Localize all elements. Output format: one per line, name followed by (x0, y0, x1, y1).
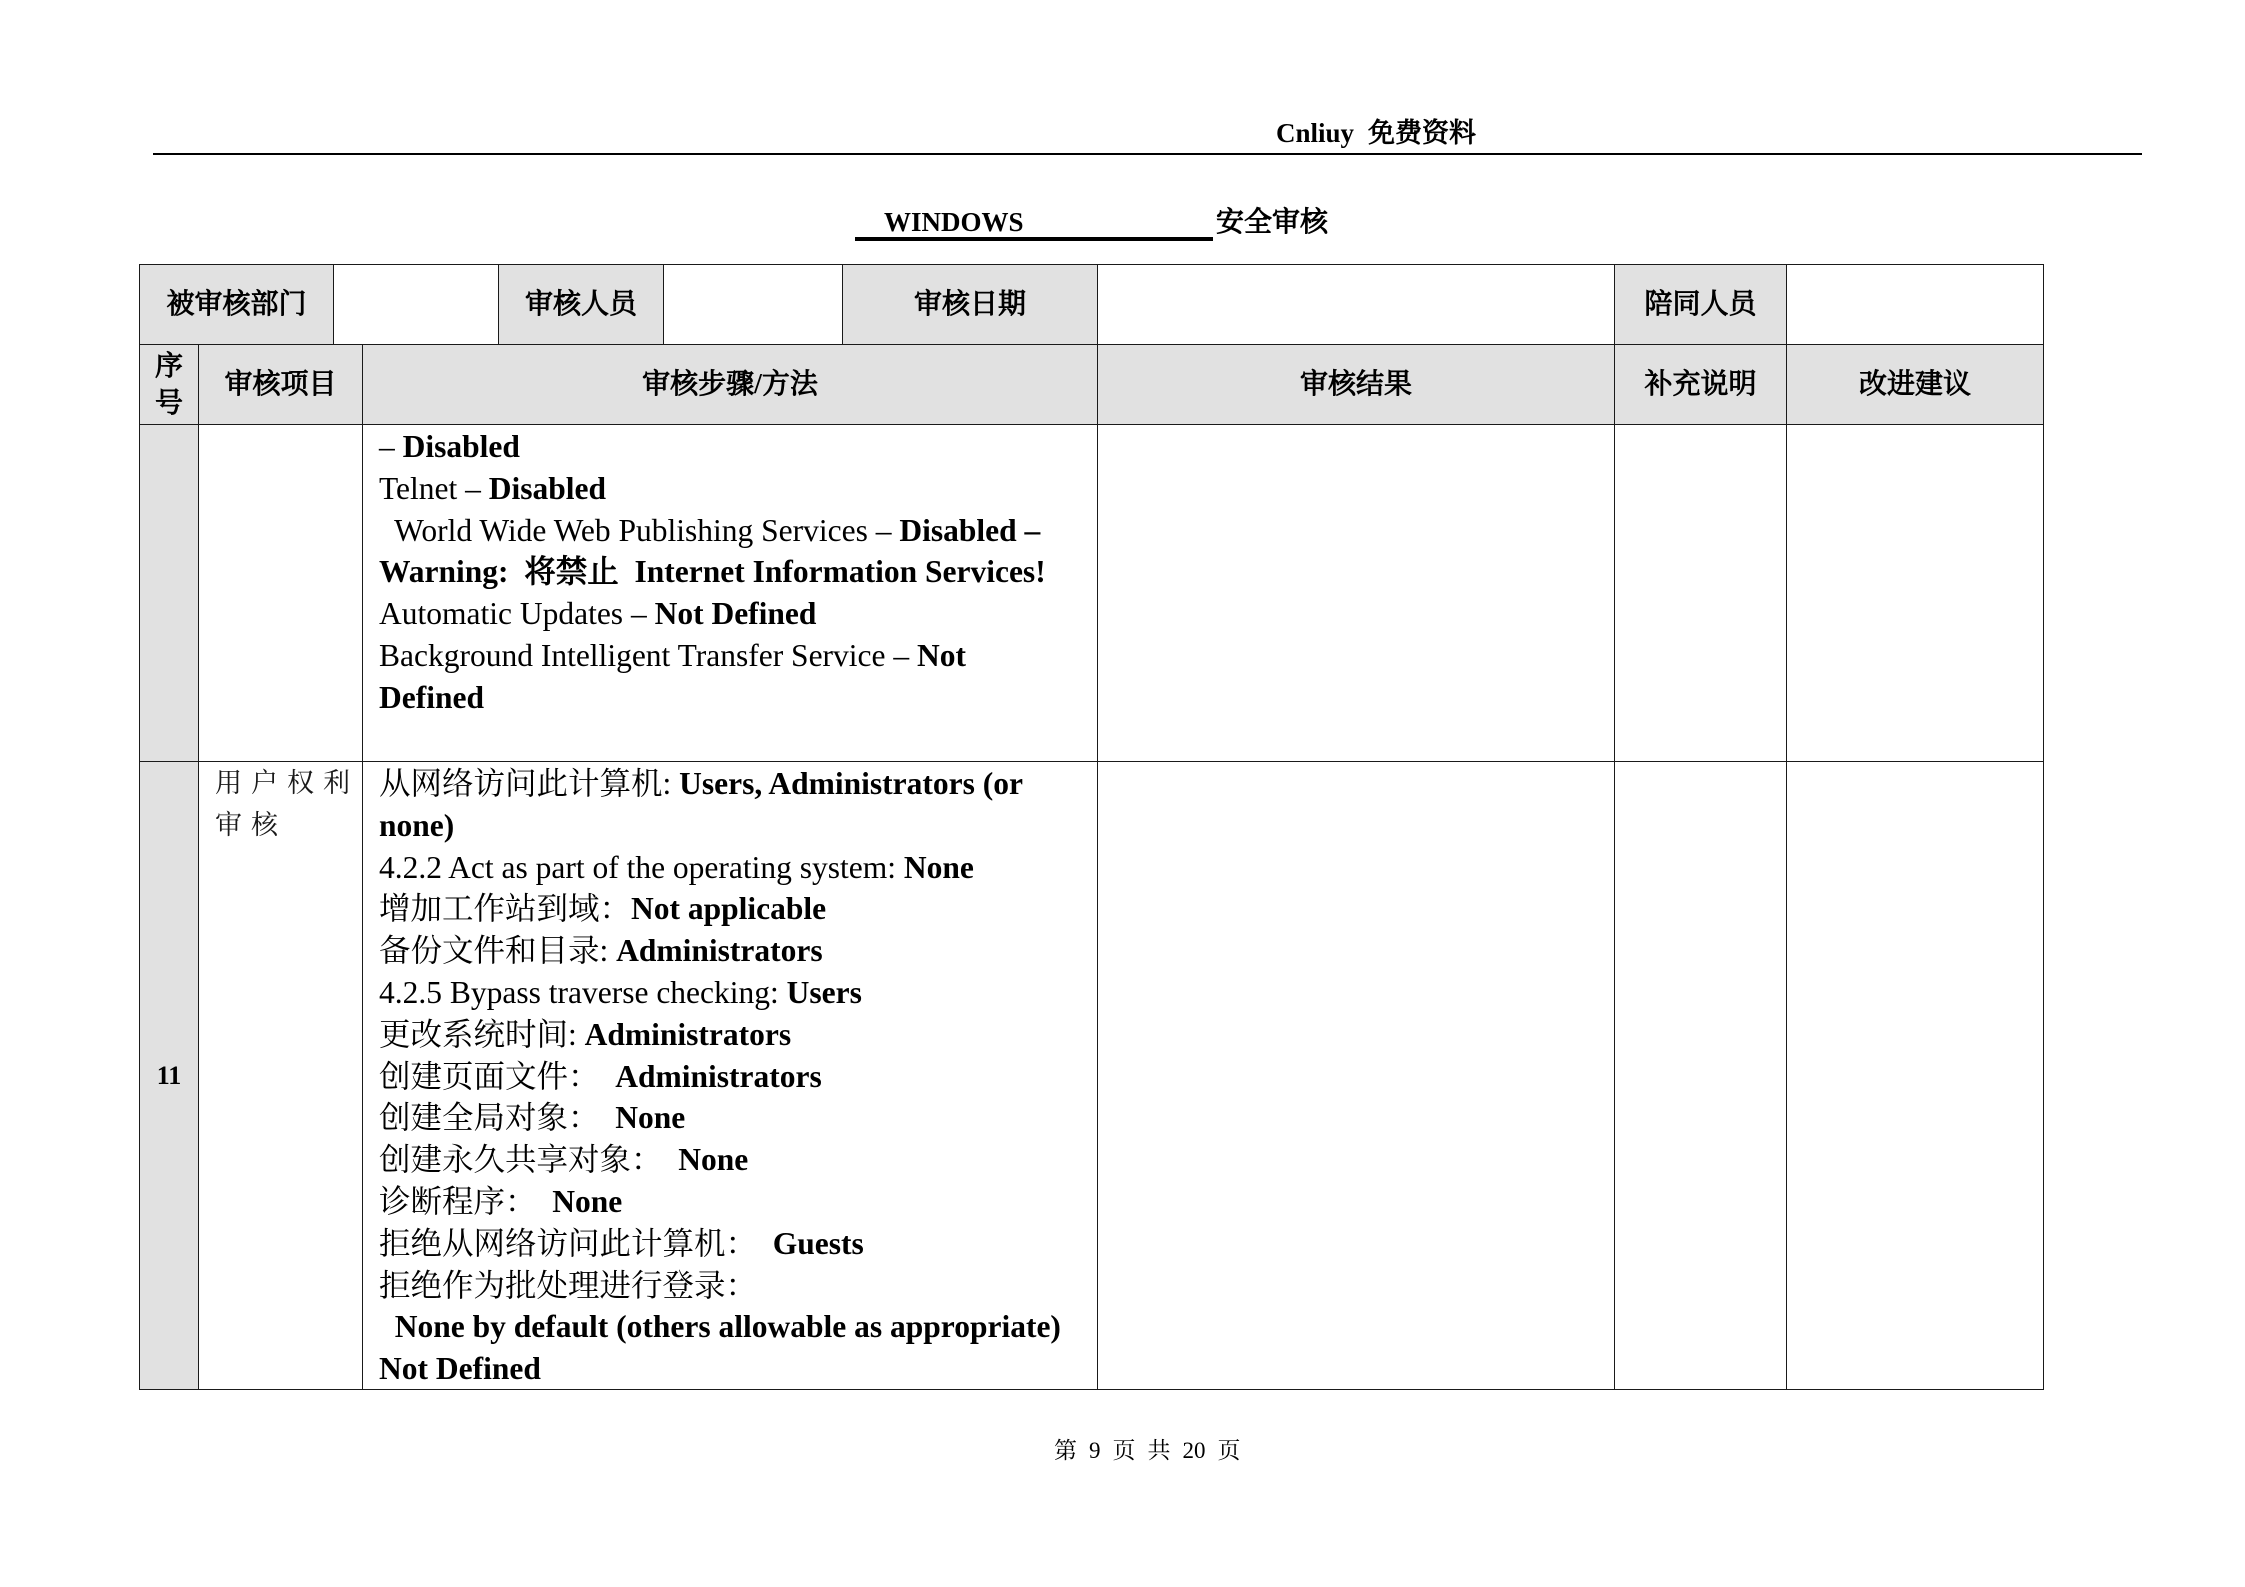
audit-steps-cell (363, 425, 1098, 762)
step-value: Users (786, 974, 862, 1010)
improvement-suggestions-cell (1787, 425, 2044, 762)
audit-steps-cell (363, 762, 1098, 1390)
step-value: Guests (772, 1225, 864, 1261)
department-label: 被审核部门 (166, 289, 307, 320)
step-line (379, 551, 1097, 593)
step-line (379, 593, 1097, 635)
page-prefix: 第 (1054, 1438, 1077, 1463)
auditor-label-cell (499, 265, 664, 345)
column-header-item-text: 审核项目 (224, 369, 337, 400)
audit-result-cell (1098, 425, 1615, 762)
column-header-suggestions-text: 改进建议 (1858, 369, 1971, 400)
step-value: Administrators (584, 1016, 792, 1052)
step-line (379, 510, 1097, 552)
step-line (379, 1056, 1097, 1098)
step-text: 创建页面文件： (379, 1058, 616, 1094)
step-line (379, 468, 1097, 510)
column-header-result (1098, 345, 1615, 425)
step-line (379, 1097, 1097, 1139)
seq-number: 11 (156, 1060, 182, 1090)
step-value: Not (917, 637, 967, 673)
step-text: Telnet – (379, 470, 489, 506)
total-suffix: 页 (1217, 1438, 1241, 1463)
step-value: Warning: 将禁止 Internet Information Services! (379, 554, 1046, 590)
step-text: 从网络访问此计算机: (379, 766, 680, 801)
step-value: None (903, 849, 974, 885)
supplementary-notes-cell (1615, 425, 1787, 762)
audit-result-cell (1098, 762, 1615, 1390)
total-prefix: 共 (1147, 1438, 1171, 1463)
step-text: Automatic Updates – (379, 596, 655, 632)
department-label-cell (140, 265, 334, 345)
step-text: 诊断程序： (379, 1183, 553, 1219)
step-value: Users, Administrators (or (679, 766, 1023, 801)
step-value: Not Defined (379, 1351, 541, 1387)
step-text: 备份文件和目录: (379, 933, 617, 969)
step-value: None (552, 1183, 623, 1219)
page-footer (1054, 1436, 1241, 1466)
column-header-notes-text: 补充说明 (1644, 369, 1757, 400)
column-header-item (199, 345, 363, 425)
date-value-cell (1098, 265, 1615, 345)
step-text: World Wide Web Publishing Services – (379, 512, 900, 548)
page-suffix: 页 (1112, 1438, 1136, 1463)
step-line (379, 1223, 1097, 1265)
column-header-seq-text: 序号 (154, 350, 183, 419)
page-header (1276, 116, 1476, 150)
step-text: – (379, 429, 403, 464)
step-value: Administrators (616, 933, 823, 969)
step-value: Not Defined (654, 596, 817, 632)
step-text: 更改系统时间: (379, 1016, 585, 1052)
step-line (379, 1348, 1097, 1390)
step-value: Defined (379, 679, 484, 715)
date-label: 审核日期 (913, 289, 1026, 320)
column-header-result-text: 审核结果 (1299, 369, 1412, 400)
step-line (379, 677, 1097, 719)
step-value: Not applicable (631, 891, 827, 927)
step-line (379, 1139, 1097, 1181)
date-label-cell (843, 265, 1098, 345)
column-header-seq (140, 345, 199, 425)
step-value: None by default (others allowable as appropriate) (379, 1309, 1061, 1345)
step-line (379, 1306, 1097, 1348)
step-line (379, 1014, 1097, 1056)
audit-table (139, 264, 2044, 1390)
title-system: WINDOWS (855, 207, 1213, 241)
step-value: Administrators (615, 1058, 822, 1094)
item-cell (199, 425, 363, 762)
step-value: Disabled – (899, 512, 1041, 548)
column-header-steps-text: 审核步骤/方法 (642, 369, 818, 400)
step-value: Disabled (488, 470, 607, 506)
header-divider (153, 153, 2142, 155)
step-line (379, 888, 1097, 930)
step-text: 拒绝作为批处理进行登录： (379, 1267, 758, 1303)
step-line (379, 847, 1097, 889)
title-suffix: 安全审核 (1216, 207, 1329, 238)
column-header-steps (363, 345, 1098, 425)
step-line (379, 763, 1097, 805)
department-value-cell (334, 265, 499, 345)
audit-item-name: 用户权利审核 (215, 768, 359, 840)
step-value: None (678, 1142, 749, 1178)
escort-label: 陪同人员 (1644, 289, 1757, 320)
step-text: 创建永久共享对象： (379, 1142, 679, 1178)
step-line (379, 805, 1097, 847)
step-line (379, 635, 1097, 677)
auditor-label: 审核人员 (524, 289, 637, 320)
step-value: none) (379, 807, 455, 843)
column-header-suggestions (1787, 345, 2044, 425)
step-text: 拒绝从网络访问此计算机： (379, 1225, 773, 1261)
step-text: 4.2.5 Bypass traverse checking: (379, 974, 787, 1010)
step-line (379, 930, 1097, 972)
step-value: Disabled (402, 429, 520, 464)
step-text: 创建全局对象： (379, 1100, 616, 1136)
step-line (379, 1181, 1097, 1223)
document-title (855, 207, 1328, 242)
step-value: None (615, 1100, 686, 1136)
brand-tagline: 免费资料 (1368, 118, 1477, 148)
step-text: 增加工作站到域： (379, 891, 632, 927)
step-line (379, 972, 1097, 1014)
step-text: 4.2.2 Act as part of the operating system: (379, 849, 904, 885)
seq-cell (140, 425, 199, 762)
seq-cell (140, 762, 199, 1390)
brand-name: Cnliuy (1276, 118, 1355, 148)
escort-label-cell (1615, 265, 1787, 345)
improvement-suggestions-cell (1787, 762, 2044, 1390)
current-page-number: 9 (1089, 1438, 1101, 1463)
item-cell (199, 762, 363, 1390)
step-line (379, 1265, 1097, 1307)
column-header-notes (1615, 345, 1787, 425)
step-text: Background Intelligent Transfer Service – (379, 637, 918, 673)
supplementary-notes-cell (1615, 762, 1787, 1390)
escort-value-cell (1787, 265, 2044, 345)
total-pages-number: 20 (1182, 1438, 1206, 1463)
auditor-value-cell (664, 265, 843, 345)
step-line (379, 426, 1097, 468)
